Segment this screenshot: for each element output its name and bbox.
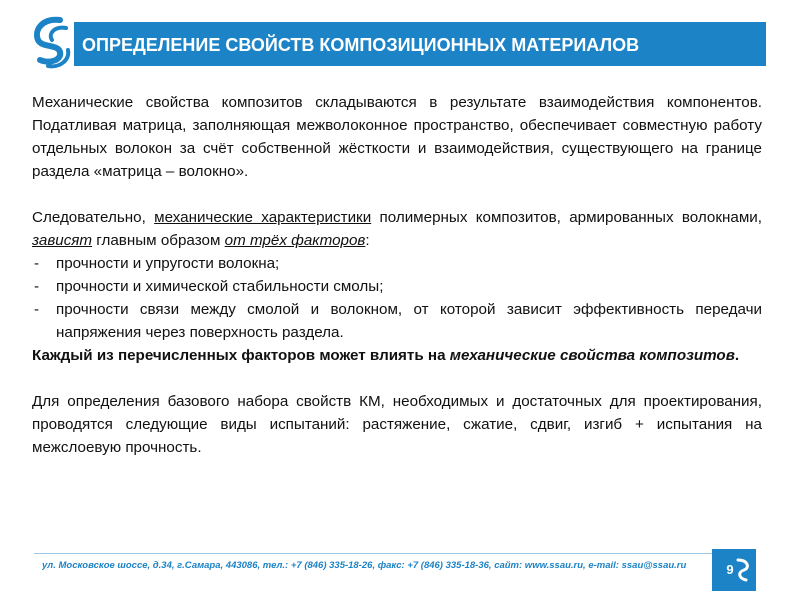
paragraph-factors-intro: Следовательно, механические характеристики полимерных композитов, армированных волокнами, зависят главным образом от трёх факторов: [32, 209, 762, 249]
footer-divider [34, 553, 714, 554]
list-item: - прочности и упругости волокна; [34, 255, 280, 272]
page-title: ОПРЕДЕЛЕНИЕ СВОЙСТВ КОМПОЗИЦИОННЫХ МАТЕРИАЛОВ [82, 35, 640, 55]
list-item: - прочности связи между смолой и волокном, от которой зависит эффективность передачи напряжения через поверхность раздела. [34, 301, 762, 341]
paragraph-mechanical-properties: Механические свойства композитов складываются в результате взаимодействия компонентов. Податливая матрица, заполняющая межволоконное пространство, обеспечивает совместную работу отдельных волокон за счёт собственной жёсткости и взаимодействия, существующего на границе раздела «матрица – волокно». [32, 94, 762, 180]
paragraph-factors-conclusion: Каждый из перечисленных факторов может влиять на механические свойства композитов. [32, 347, 740, 364]
page-number: 9 [726, 562, 734, 577]
footer-address: ул. Московское шоссе, д.34, г.Самара, 443086, тел.: +7 (846) 335-18-26, факс: +7 (846) 335-18-36, сайт: www.ssau.ru, e-mail: ssau@ssau.ru [42, 560, 687, 571]
ssau-mini-logo-icon [734, 556, 752, 584]
list-item: - прочности и химической стабильности смолы; [34, 278, 384, 295]
paragraph-tests: Для определения базового набора свойств КМ, необходимых и достаточных для проектирования, проводятся следующие виды испытаний: растяжение, сжатие, сдвиг, изгиб + испытания на межслоевую прочность. [32, 393, 762, 456]
ssau-logo-icon [30, 14, 76, 70]
slide-content [32, 91, 762, 459]
